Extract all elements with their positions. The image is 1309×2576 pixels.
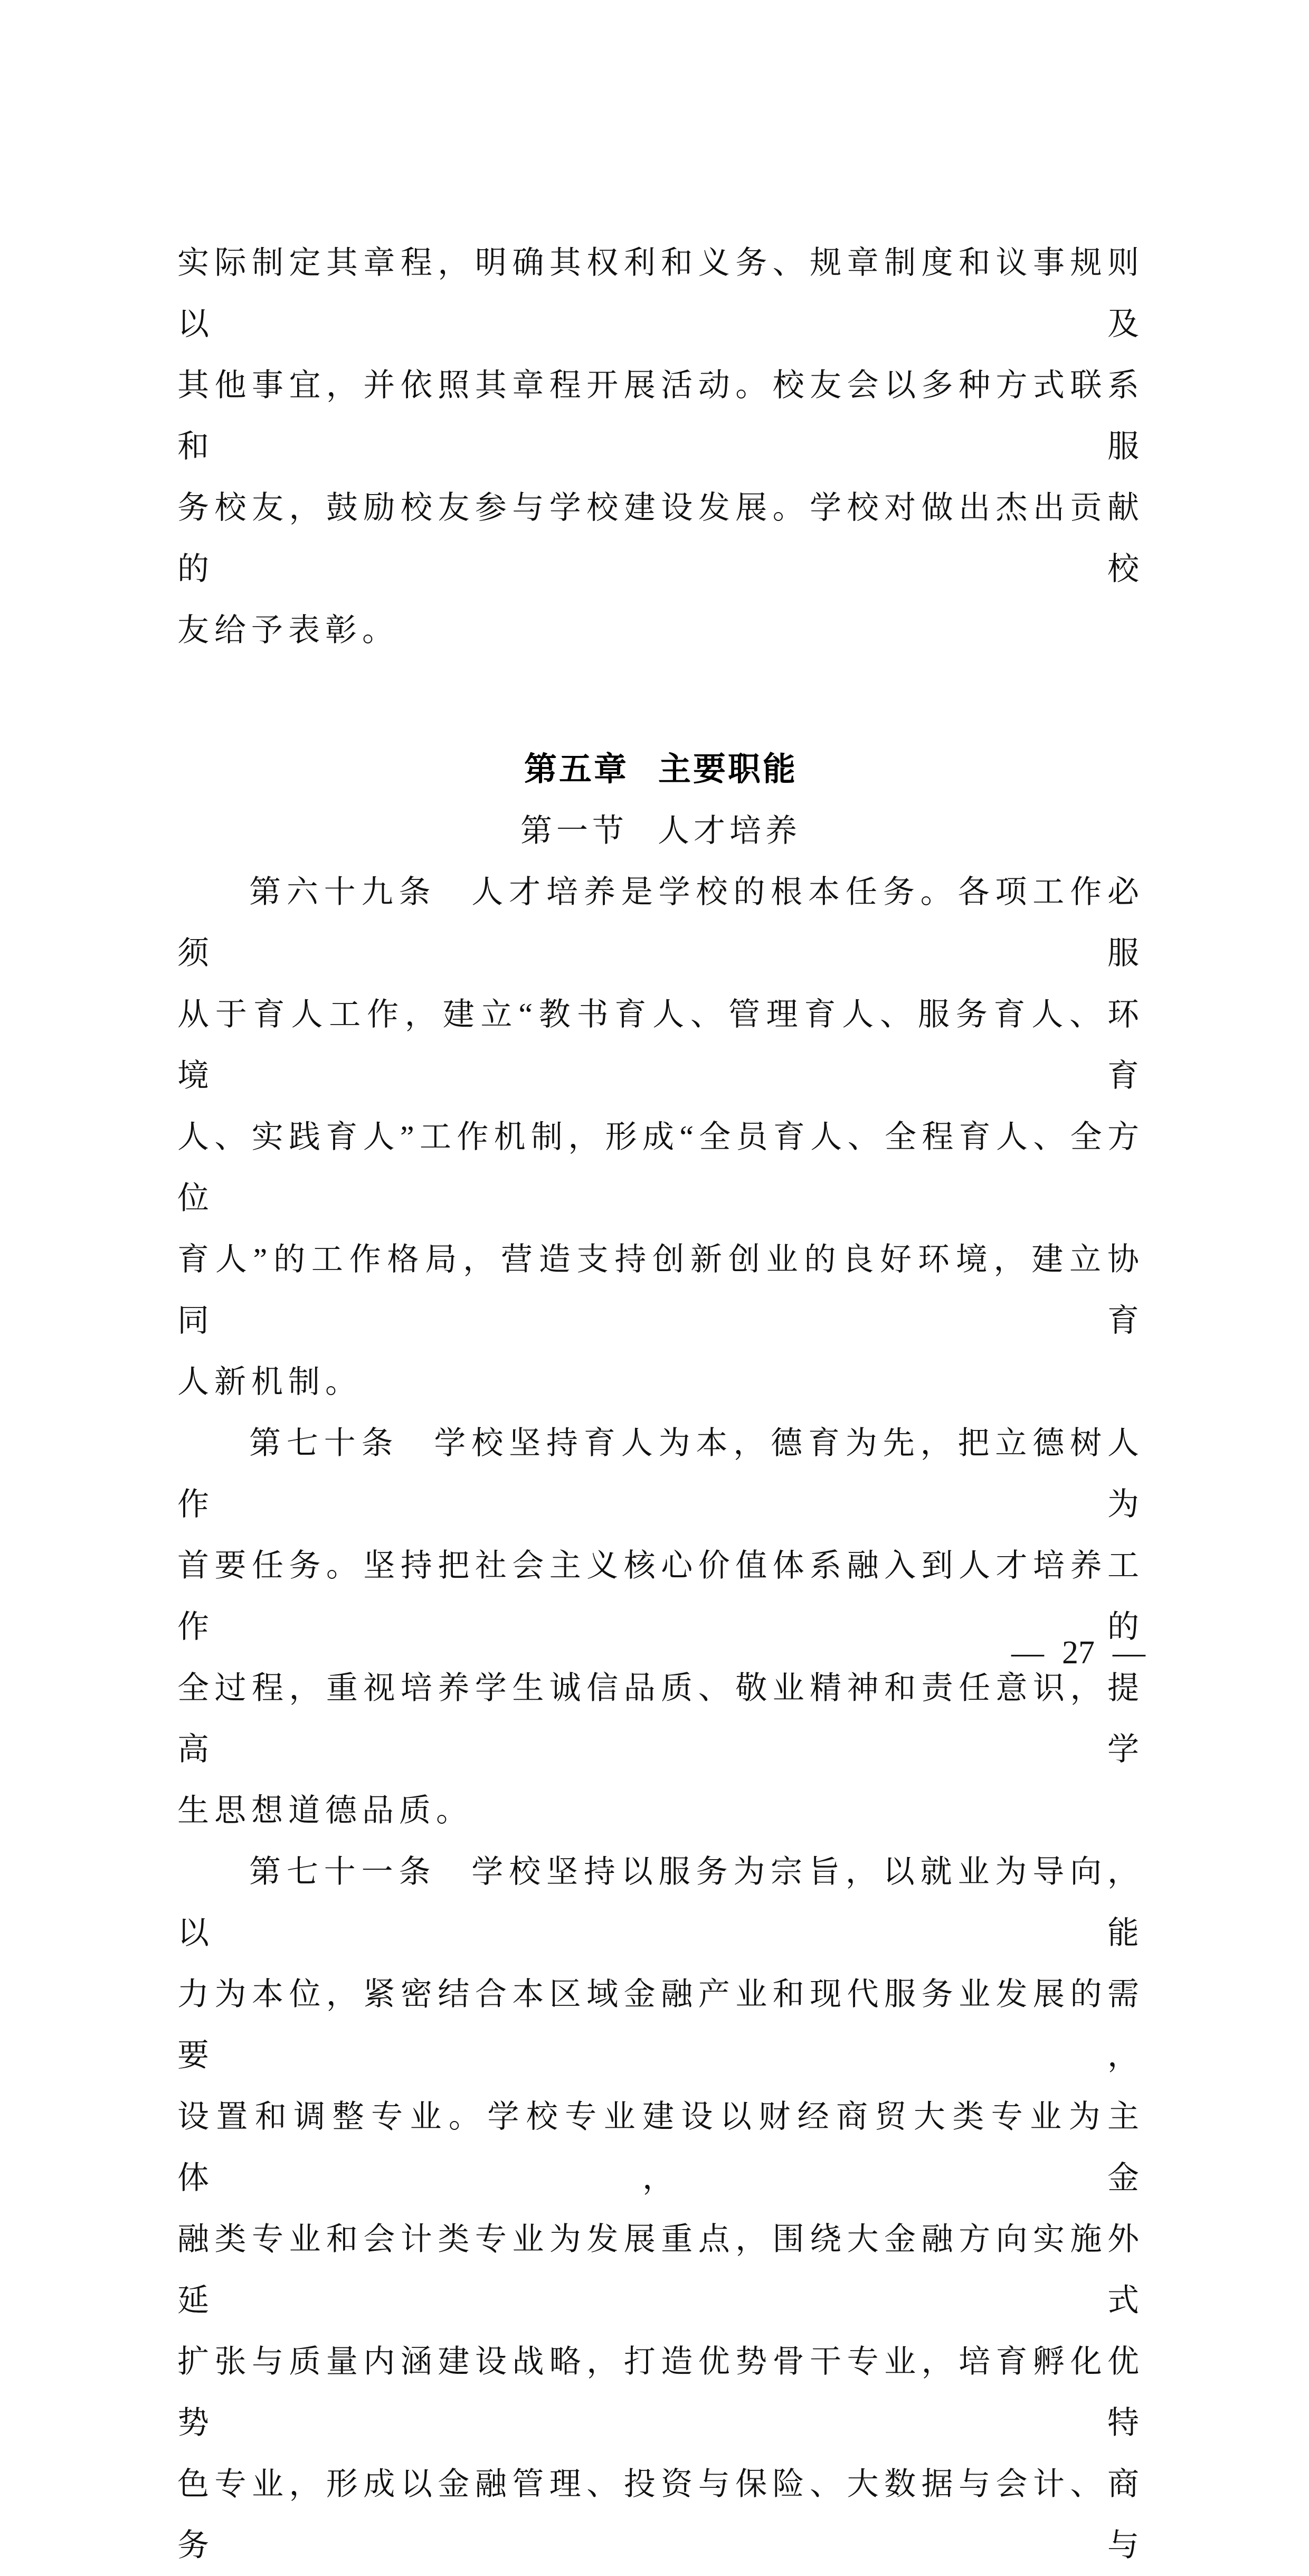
body-line: 力为本位，紧密结合本区域金融产业和现代服务业发展的需要， xyxy=(177,1977,1144,2073)
article-text: 学校坚持育人为本，德育为先，把立德树人作为 xyxy=(177,1426,1145,1522)
page-number xyxy=(1011,1634,1145,1671)
body-line: 人、实践育人”工作机制，形成“全员育人、全程育人、全方位 xyxy=(177,1120,1144,1216)
body-line: 人新机制。 xyxy=(177,1365,362,1399)
article-text: 学校坚持以服务为宗旨，以就业为导向，以能 xyxy=(177,1854,1145,1950)
footer-dash-right: — xyxy=(1113,1635,1145,1671)
body-line: 育人”的工作格局，营造支持创新创业的良好环境，建立协同育 xyxy=(177,1242,1144,1338)
body-line xyxy=(177,1841,1144,1964)
body-line: 首要任务。坚持把社会主义核心价值体系融入到人才培养工作的 xyxy=(177,1548,1144,1644)
body-line xyxy=(177,1413,1144,1535)
body-line: 全过程，重视培养学生诚信品质、敬业精神和责任意识，提高学 xyxy=(177,1671,1144,1767)
chapter-title: 主要职能 xyxy=(658,751,798,788)
section-heading xyxy=(177,800,1144,861)
section-label: 第一节 xyxy=(520,813,628,848)
body-line: 色专业，形成以金融管理、投资与保险、大数据与会计、商务与 xyxy=(177,2467,1144,2563)
body-line: 实际制定其章程，明确其权利和义务、规章制度和议事规则以及 xyxy=(177,245,1144,342)
article-number: 第七十条 xyxy=(249,1426,399,1461)
body-line: 其他事宜，并依照其章程开展活动。校友会以多种方式联系和服 xyxy=(177,368,1144,464)
chapter-heading xyxy=(177,739,1144,800)
article-number: 第六十九条 xyxy=(249,875,437,910)
article-text: 人才培养是学校的根本任务。各项工作必须服 xyxy=(177,875,1145,971)
body-line: 融类专业和会计类专业为发展重点，围绕大金融方向实施外延式 xyxy=(177,2222,1144,2318)
body-line: 友给予表彰。 xyxy=(177,613,399,648)
text-block xyxy=(177,232,1144,2576)
body-line: 生思想道德品质。 xyxy=(177,1793,473,1828)
body-line: 设置和调整专业。学校专业建设以财经商贸大类专业为主体，金 xyxy=(177,2099,1144,2195)
article-number: 第七十一条 xyxy=(249,1854,437,1889)
body-line: 务校友，鼓励校友参与学校建设发展。学校对做出杰出贡献的校 xyxy=(177,490,1144,586)
section-title: 人才培养 xyxy=(658,813,801,848)
body-line: 从于育人工作，建立“教书育人、管理育人、服务育人、环境育 xyxy=(177,997,1144,1093)
footer-dash-left: — xyxy=(1011,1635,1044,1671)
body-line xyxy=(177,861,1144,984)
footer-page-number: 27 xyxy=(1062,1635,1095,1671)
chapter-label: 第五章 xyxy=(524,751,629,788)
body-line: 扩张与质量内涵建设战略，打造优势骨干专业，培育孵化优势特 xyxy=(177,2344,1144,2440)
